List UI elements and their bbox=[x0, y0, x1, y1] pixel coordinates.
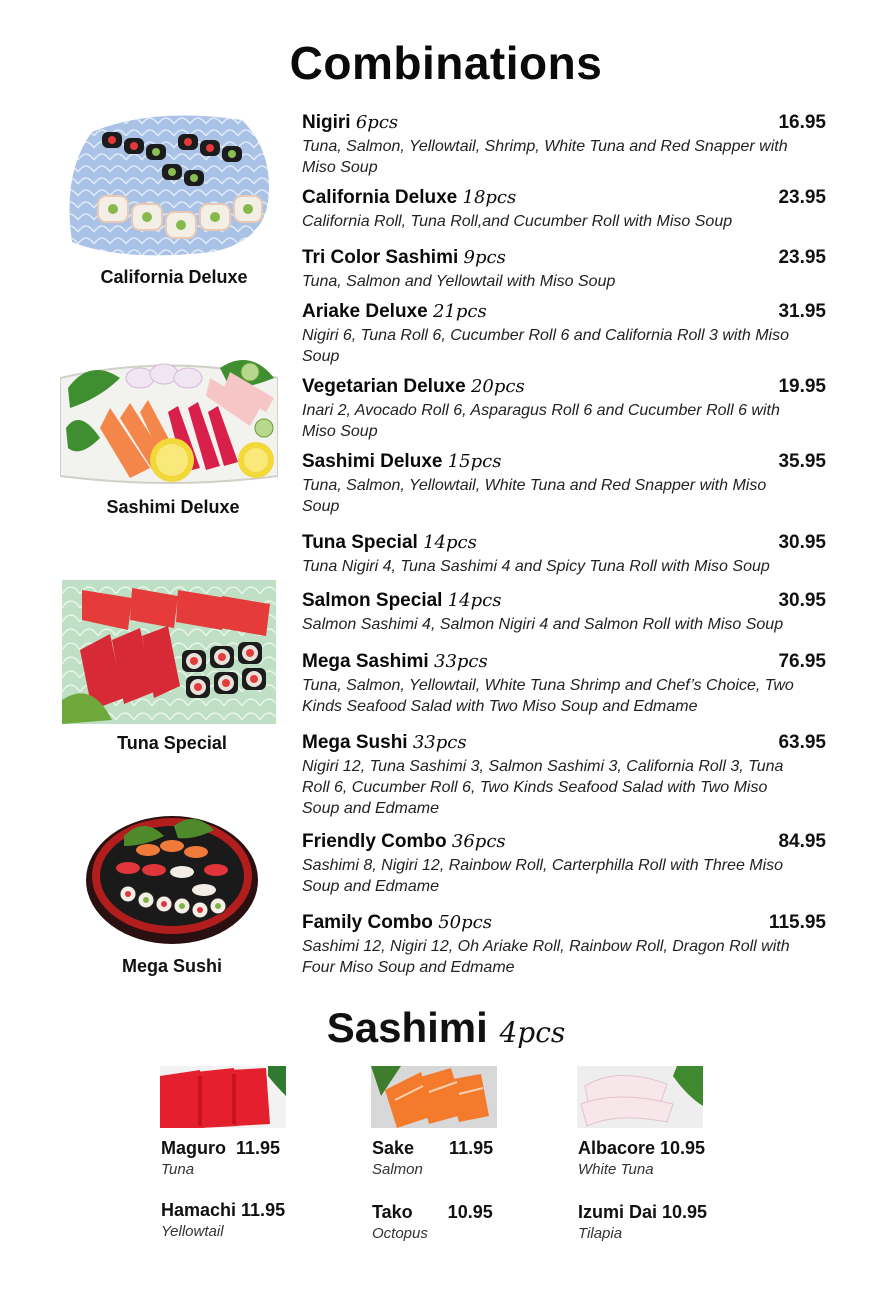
item-description: Tuna, Salmon, Yellowtail, White Tuna and Red Snapper with Miso Soup bbox=[302, 477, 767, 515]
sashimi-english-name: Tuna bbox=[161, 1161, 195, 1178]
combo-item-sashimi-deluxe bbox=[302, 451, 826, 517]
item-price: 63.95 bbox=[778, 732, 826, 753]
item-name: Ariake Deluxe 21pcs bbox=[302, 301, 487, 322]
item-description: Inari 2, Avocado Roll 6, Asparagus Roll 6 and Cucumber Roll 6 with Miso Soup bbox=[302, 402, 780, 440]
item-description: Salmon Sashimi 4, Salmon Nigiri 4 and Salmon Roll with Miso Soup bbox=[302, 616, 784, 633]
maguro-photo bbox=[160, 1066, 286, 1128]
sashimi-item-hamachi bbox=[161, 1200, 341, 1240]
item-description: Nigiri 12, Tuna Sashimi 3, Salmon Sashimi 3, California Roll 3, Tuna Roll 6, Cucumber Roll 6, Two Kinds Seafood Salad with Two Miso Soup and Edmame bbox=[302, 758, 784, 817]
sashimi-english-name: White Tuna bbox=[578, 1161, 654, 1178]
california-deluxe-photo bbox=[62, 112, 274, 257]
item-price: 30.95 bbox=[778, 590, 826, 611]
caption-tuna-special: Tuna Special bbox=[117, 733, 227, 753]
sashimi-item-maguro bbox=[161, 1138, 341, 1178]
item-name: Salmon Special 14pcs bbox=[302, 590, 502, 611]
item-name: Friendly Combo 36pcs bbox=[302, 831, 506, 852]
item-name: Mega Sushi 33pcs bbox=[302, 732, 467, 753]
caption-sashimi-deluxe: Sashimi Deluxe bbox=[106, 497, 240, 517]
sashimi-section-title: Sashimi 4pcs bbox=[326, 1004, 566, 1051]
item-price: 23.95 bbox=[778, 247, 826, 268]
item-price: 31.95 bbox=[778, 301, 826, 322]
item-description: Tuna, Salmon and Yellowtail with Miso Soup bbox=[302, 273, 616, 290]
item-description: Nigiri 6, Tuna Roll 6, Cucumber Roll 6 and California Roll 3 with Miso Soup bbox=[302, 327, 790, 365]
combo-item-ariake-deluxe bbox=[302, 301, 826, 367]
sashimi-item-albacore bbox=[578, 1138, 758, 1178]
sashimi-english-name: Salmon bbox=[372, 1161, 423, 1178]
item-price: 115.95 bbox=[768, 912, 826, 933]
caption-mega-sushi: Mega Sushi bbox=[121, 956, 223, 976]
sake-photo bbox=[371, 1066, 497, 1128]
combo-item-family-combo bbox=[302, 912, 826, 978]
sashimi-name-price: Maguro 11.95 bbox=[161, 1138, 281, 1158]
sashimi-item-tako bbox=[372, 1202, 552, 1242]
sashimi-name-price: Hamachi 11.95 bbox=[161, 1200, 286, 1220]
combo-item-california-deluxe bbox=[302, 187, 826, 232]
item-name: Tuna Special 14pcs bbox=[302, 532, 477, 553]
item-price: 23.95 bbox=[778, 187, 826, 208]
item-name: Tri Color Sashimi 9pcs bbox=[302, 247, 506, 268]
mega-sushi-photo bbox=[84, 806, 260, 946]
combo-item-friendly-combo bbox=[302, 831, 826, 897]
tuna-special-photo bbox=[62, 580, 276, 724]
sashimi-name-price: Sake 11.95 bbox=[372, 1138, 494, 1158]
sashimi-english-name: Octopus bbox=[372, 1225, 428, 1242]
sashimi-item-sake bbox=[372, 1138, 552, 1178]
sashimi-item-izumi-dai bbox=[578, 1202, 758, 1242]
combo-item-mega-sashimi bbox=[302, 651, 826, 717]
item-description: Tuna Nigiri 4, Tuna Sashimi 4 and Spicy Tuna Roll with Miso Soup bbox=[302, 558, 770, 575]
caption-california-deluxe: California Deluxe bbox=[100, 267, 248, 287]
item-price: 35.95 bbox=[778, 451, 826, 472]
sashimi-name-price: Izumi Dai 10.95 bbox=[578, 1202, 708, 1222]
page-title: Combinations bbox=[289, 37, 603, 89]
sashimi-name-price: Albacore 10.95 bbox=[578, 1138, 706, 1158]
item-name: Sashimi Deluxe 15pcs bbox=[302, 451, 502, 472]
combo-item-vegetarian-deluxe bbox=[302, 376, 826, 442]
item-price: 30.95 bbox=[778, 532, 826, 553]
sashimi-deluxe-photo bbox=[60, 348, 278, 490]
combo-item-tri-color-sashimi bbox=[302, 247, 826, 292]
albacore-photo bbox=[577, 1066, 703, 1128]
item-price: 84.95 bbox=[778, 831, 826, 852]
item-price: 76.95 bbox=[778, 651, 826, 672]
item-description: California Roll, Tuna Roll,and Cucumber Roll with Miso Soup bbox=[302, 213, 733, 230]
item-name: California Deluxe 18pcs bbox=[302, 187, 517, 208]
item-description: Tuna, Salmon, Yellowtail, Shrimp, White Tuna and Red Snapper with Miso Soup bbox=[302, 138, 788, 176]
combo-item-mega-sushi bbox=[302, 732, 826, 819]
item-price: 16.95 bbox=[778, 112, 826, 133]
item-name: Mega Sashimi 33pcs bbox=[302, 651, 488, 672]
item-name: Vegetarian Deluxe 20pcs bbox=[302, 376, 525, 397]
item-price: 19.95 bbox=[778, 376, 826, 397]
item-name: Nigiri 6pcs bbox=[302, 112, 399, 133]
sashimi-english-name: Tilapia bbox=[578, 1225, 623, 1242]
item-description: Tuna, Salmon, Yellowtail, White Tuna Shrimp and Chef’s Choice, Two Kinds Seafood Salad with Two Miso Soup and Edmame bbox=[302, 677, 794, 715]
combo-item-nigiri bbox=[302, 112, 826, 178]
item-description: Sashimi 8, Nigiri 12, Rainbow Roll, Carterphilla Roll with Three Miso Soup and Edmame bbox=[302, 857, 784, 895]
combo-item-tuna-special bbox=[302, 532, 826, 577]
combo-item-salmon-special bbox=[302, 590, 826, 635]
sashimi-name-price: Tako 10.95 bbox=[372, 1202, 493, 1222]
item-description: Sashimi 12, Nigiri 12, Oh Ariake Roll, Rainbow Roll, Dragon Roll with Four Miso Soup and Edmame bbox=[302, 938, 790, 976]
sashimi-english-name: Yellowtail bbox=[161, 1223, 224, 1240]
item-name: Family Combo 50pcs bbox=[302, 912, 492, 933]
